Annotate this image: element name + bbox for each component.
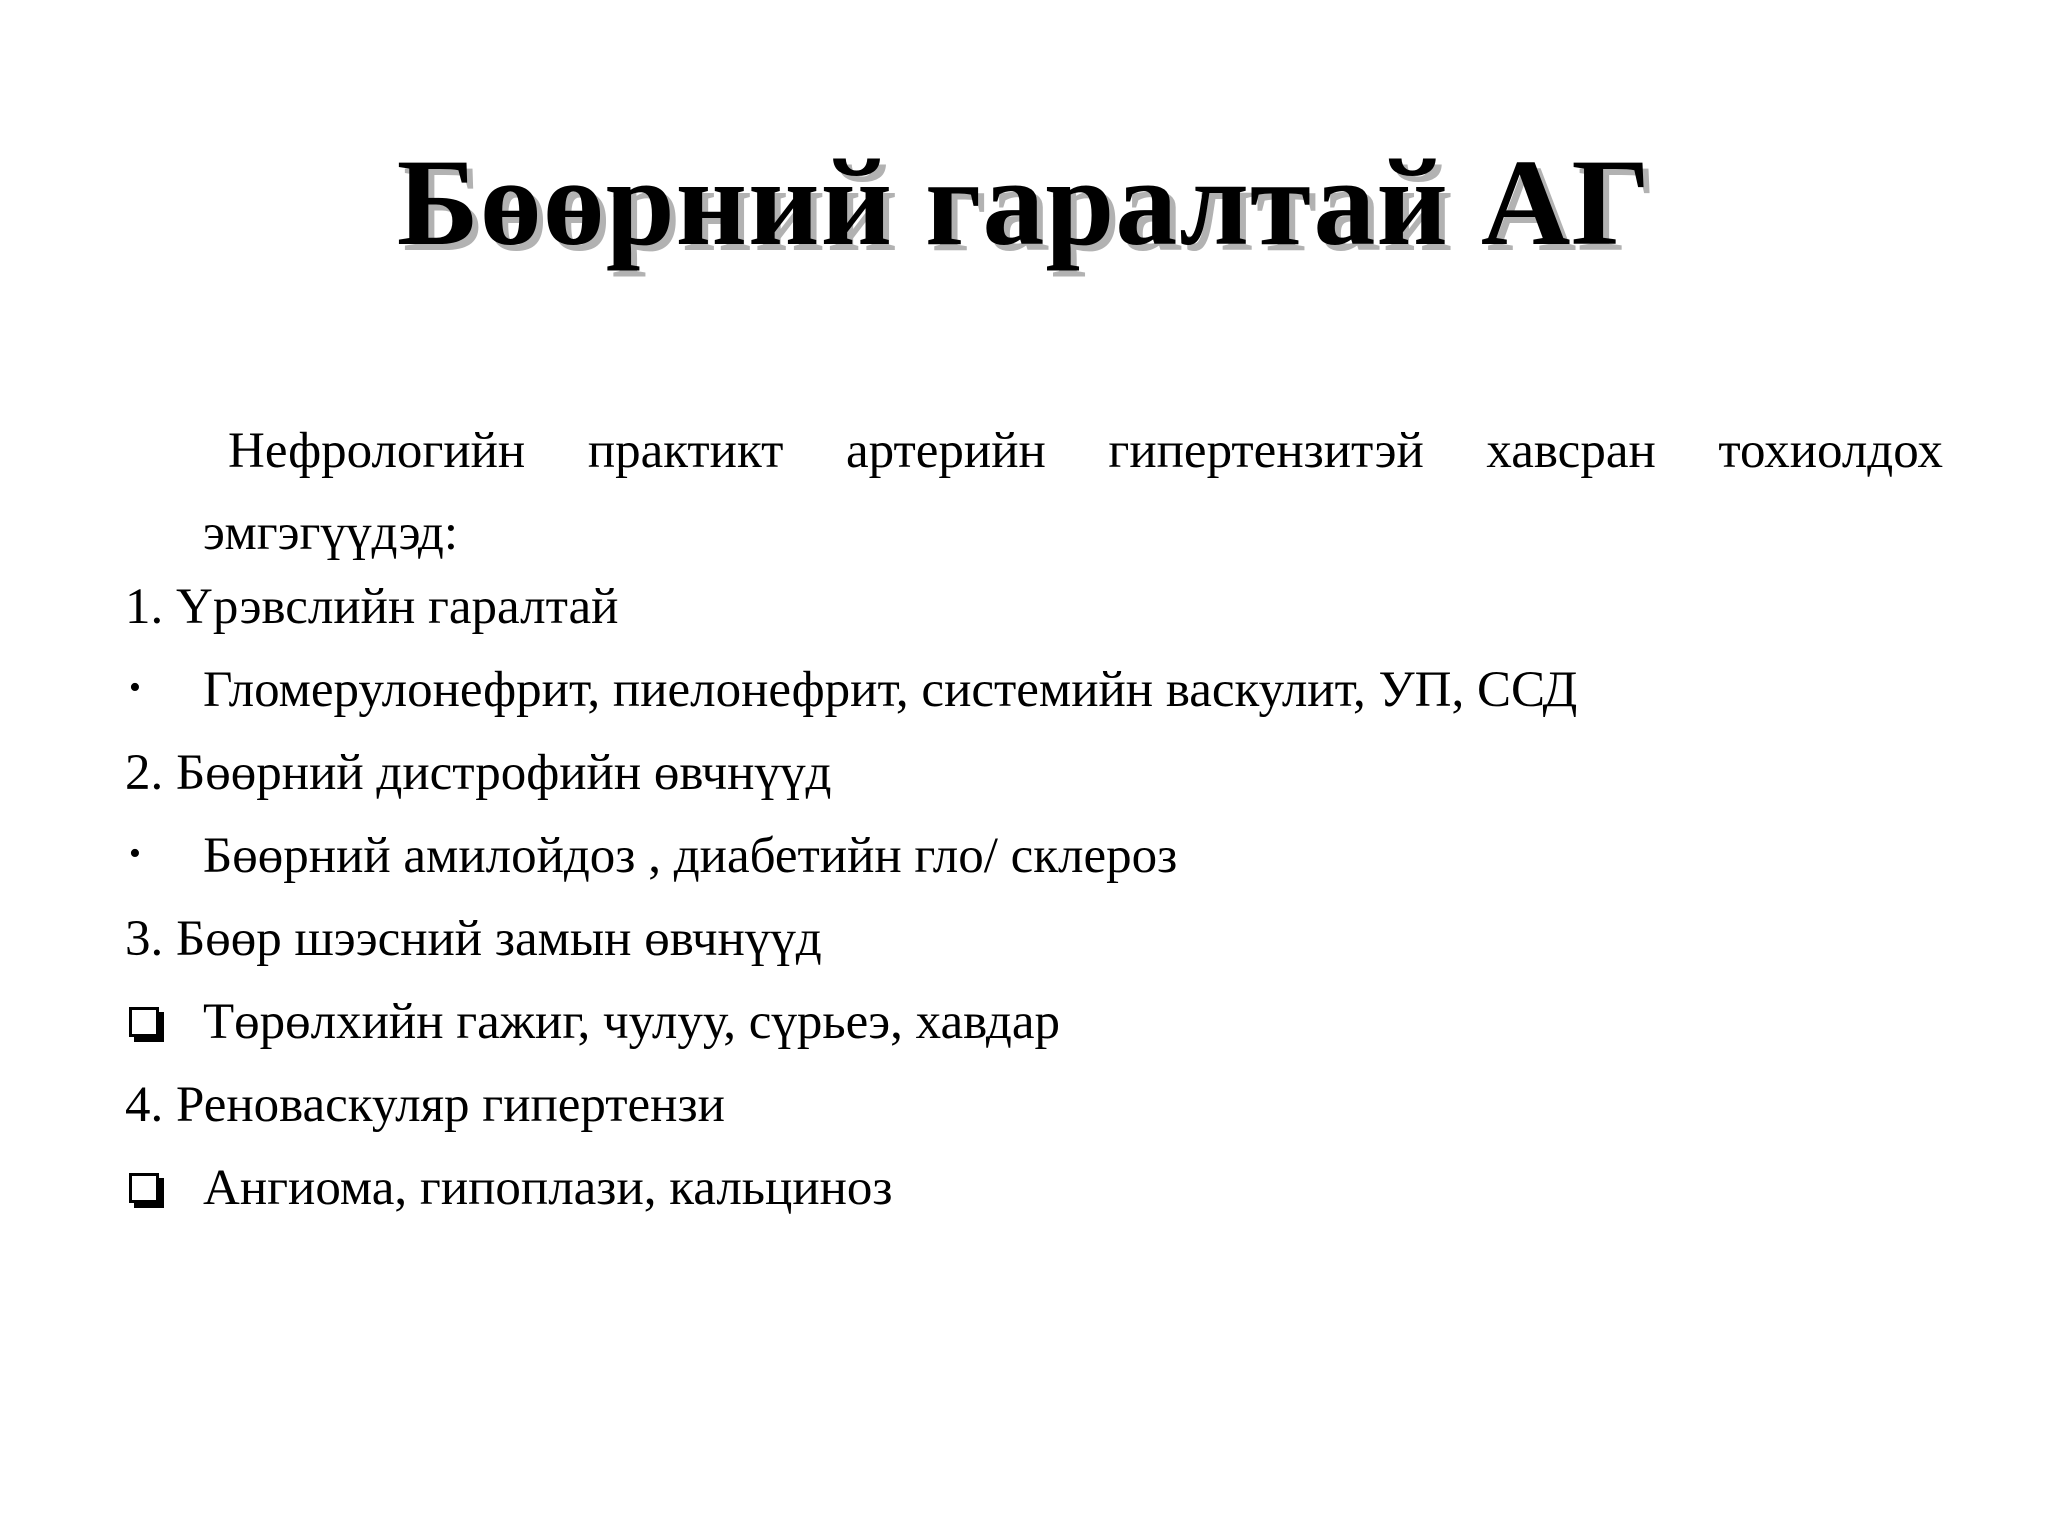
numbered-heading: 1. Үрэвслийн гаралтай	[125, 579, 619, 635]
checkbox-icon	[125, 1147, 185, 1230]
numbered-heading: 3. Бөөр шээсний замын өвчнүүд	[125, 911, 822, 967]
list-item	[125, 732, 1945, 815]
intro-paragraph: Нефрологийн практикт артерийн гипертензитэй хавсран тохиолдох эмгэгүүдэд:	[203, 423, 1943, 561]
list-item	[125, 1147, 1945, 1230]
bullet-text: Гломерулонефрит, пиелонефрит, системийн васкулит, УП, ССД	[203, 662, 1578, 718]
list-item	[125, 815, 1945, 898]
list-item	[125, 981, 1945, 1064]
bullet-icon: •	[129, 669, 141, 706]
bullet-text: Бөөрний амилойдоз , диабетийн гло/ склероз	[203, 828, 1178, 884]
list-item	[125, 1064, 1945, 1147]
content-list	[125, 566, 1945, 1230]
list-item	[125, 649, 1945, 732]
list-item	[125, 566, 1945, 649]
checkbox-text: Төрөлхийн гажиг, чулуу, сүрьеэ, хавдар	[203, 994, 1061, 1050]
numbered-heading: 2. Бөөрний дистрофийн өвчнүүд	[125, 745, 832, 801]
bullet-icon: •	[129, 835, 141, 872]
slide-title: Бөөрний гаралтай АГ	[396, 134, 1652, 271]
list-item	[125, 898, 1945, 981]
checkbox-text: Ангиома, гипоплази, кальциноз	[203, 1160, 893, 1216]
numbered-heading: 4. Реноваскуляр гипертензи	[125, 1077, 725, 1133]
checkbox-icon	[125, 981, 185, 1064]
